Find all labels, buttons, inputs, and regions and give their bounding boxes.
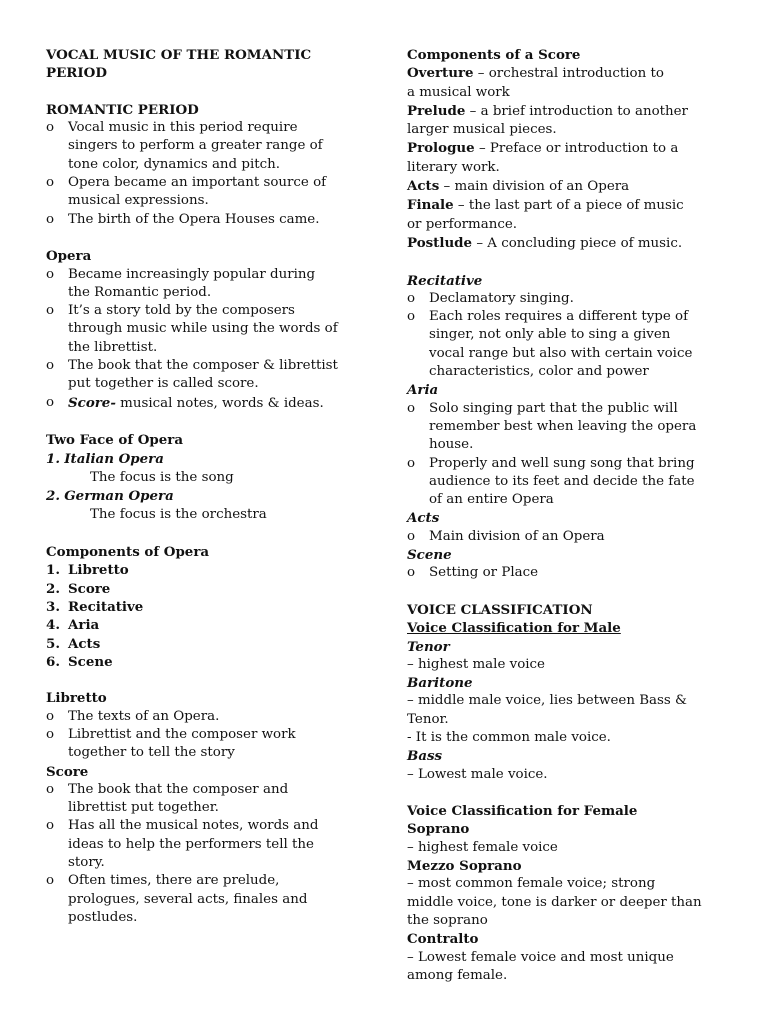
bullet-marker: o: [407, 565, 416, 581]
bullet-item: [407, 308, 737, 381]
bullet-item: [46, 872, 376, 927]
bullet-text-line: Main division of an Opera: [429, 528, 605, 544]
bullet-item: [46, 266, 376, 303]
romantic-period-list: [46, 119, 376, 229]
voice-description-line: – highest female voice: [407, 839, 558, 855]
bullet-text-line: The book that the composer and: [68, 781, 289, 797]
document-title-line-2: PERIOD: [46, 65, 107, 82]
term-label: Acts: [407, 178, 440, 195]
bullet-text-line: Opera became an important source of: [68, 175, 327, 191]
bullet-text-line: of an entire Opera: [429, 492, 554, 508]
voice-name: Soprano: [407, 821, 470, 838]
female-voice-heading: Voice Classification for Female: [407, 803, 638, 820]
voice-entry: [407, 638, 737, 675]
voice-classification-heading: VOICE CLASSIFICATION: [407, 601, 593, 618]
bullet-text-line: together to tell the story: [68, 745, 235, 761]
bullet-text-line: The texts of an Opera.: [68, 708, 220, 724]
component-number: 2.: [46, 580, 60, 597]
bullet-marker: o: [46, 175, 55, 191]
right-column: [407, 46, 737, 985]
score-term-prelude: [407, 102, 737, 140]
term-definition: – a brief introduction to another: [469, 103, 688, 119]
voice-entry: [407, 674, 737, 747]
bullet-text-line: vocal range but also with certain voice: [429, 345, 693, 361]
male-voice-list: [407, 638, 737, 784]
opera-heading: Opera: [46, 248, 92, 265]
bullet-text-line: librettist put together.: [68, 800, 219, 816]
bullet-text-line: house.: [429, 437, 474, 453]
document-title-line-1: VOCAL MUSIC OF THE ROMANTIC: [46, 47, 312, 63]
component-number: 3.: [46, 598, 60, 615]
two-face-heading: Two Face of Opera: [46, 432, 184, 449]
component-item: [46, 635, 376, 653]
voice-description-line: – highest male voice: [407, 656, 545, 672]
score-term-prologue: [407, 139, 737, 177]
component-label: Recitative: [68, 598, 144, 615]
bullet-item: [407, 564, 737, 582]
bullet-text-line: remember best when leaving the opera: [429, 418, 697, 434]
term-definition-cont: larger musical pieces.: [407, 122, 557, 138]
term-definition-cont: a musical work: [407, 84, 510, 100]
score-heading: Score: [46, 763, 89, 780]
bullet-item: [407, 528, 737, 546]
aria-heading: Aria: [407, 382, 439, 399]
term-definition: – Preface or introduction to a: [478, 141, 679, 157]
component-label: Scene: [68, 653, 113, 670]
term-definition-cont: or performance.: [407, 216, 518, 232]
bullet-marker: o: [46, 303, 55, 319]
acts-heading: Acts: [407, 510, 440, 527]
voice-description-line: the soprano: [407, 912, 488, 928]
components-of-opera-heading: Components of Opera: [46, 544, 210, 561]
bullet-item: [46, 302, 376, 357]
component-number: 5.: [46, 635, 60, 652]
score-term-acts: [407, 177, 737, 196]
bullet-text-line: Properly and well sung song that bring: [429, 455, 695, 471]
bullet-text-line: Became increasingly popular during: [68, 266, 316, 282]
term-label: Prelude: [407, 102, 466, 119]
aria-list: [407, 400, 737, 510]
voice-description-line: - It is the common male voice.: [407, 729, 611, 745]
bullet-text-line: audience to its feet and decide the fate: [429, 473, 695, 489]
voice-name: Contralto: [407, 931, 479, 948]
component-label: Score: [68, 580, 111, 597]
bullet-text-line: the librettist.: [68, 339, 158, 355]
bullet-text-line: It’s a story told by the composers: [68, 303, 295, 319]
bullet-marker: o: [407, 290, 416, 306]
bullet-marker: o: [407, 400, 416, 416]
voice-description-line: – middle male voice, lies between Bass &: [407, 693, 687, 709]
bullet-text-line: Has all the musical notes, words and: [68, 818, 319, 834]
male-voice-heading: Voice Classification for Male: [407, 620, 621, 637]
bullet-marker: o: [407, 528, 416, 544]
voice-entry: [407, 747, 737, 784]
bullet-item: [46, 781, 376, 818]
left-column: [46, 46, 376, 927]
scene-list: [407, 564, 737, 582]
component-label: Acts: [68, 635, 101, 652]
bullet-marker: o: [407, 455, 416, 471]
bullet-item: [46, 726, 376, 763]
score-term-finale: [407, 196, 737, 234]
bullet-item: [407, 290, 737, 308]
libretto-heading: Libretto: [46, 690, 107, 707]
bullet-marker: o: [46, 726, 55, 742]
bullet-text-line: the Romantic period.: [68, 284, 212, 300]
face-number: 2.: [46, 488, 60, 505]
scene-heading: Scene: [407, 547, 452, 564]
face-description: The focus is the song: [90, 469, 234, 485]
voice-entry: [407, 820, 737, 857]
term-label: Postlude: [407, 234, 473, 251]
score-term-list: [407, 64, 737, 253]
voice-name: Mezzo Soprano: [407, 858, 522, 875]
score-term: Score-: [68, 394, 116, 411]
term-definition: – the last part of a piece of music: [457, 198, 684, 214]
bullet-text-line: Often times, there are prelude,: [68, 873, 280, 889]
voice-entry: [407, 930, 737, 985]
bullet-text-line: musical expressions.: [68, 193, 209, 209]
bullet-text-line: prologues, several acts, finales and: [68, 891, 308, 907]
score-term-overture: [407, 64, 737, 102]
face-number: 1.: [46, 450, 60, 467]
face-name: Italian Opera: [64, 450, 164, 467]
bullet-text-line: singer, not only able to sing a given: [429, 327, 671, 343]
recitative-heading: Recitative: [407, 272, 483, 289]
two-face-item-italian: [46, 450, 376, 488]
term-definition: – A concluding piece of music.: [476, 235, 683, 251]
bullet-marker: o: [46, 266, 55, 282]
bullet-text-line: singers to perform a greater range of: [68, 138, 323, 154]
component-number: 6.: [46, 653, 60, 670]
bullet-text-line: The book that the composer & librettist: [68, 358, 338, 374]
component-item: [46, 653, 376, 671]
bullet-marker: o: [46, 708, 55, 724]
voice-description-line: – most common female voice; strong: [407, 876, 656, 892]
voice-name: Baritone: [407, 675, 473, 692]
component-item: [46, 598, 376, 616]
opera-list: [46, 266, 376, 394]
score-definition-item: [46, 394, 376, 413]
bullet-text-line: Declamatory singing.: [429, 290, 574, 306]
component-item: [46, 580, 376, 598]
bullet-item: [46, 708, 376, 726]
voice-name: Bass: [407, 748, 443, 765]
acts-list: [407, 528, 737, 546]
bullet-text-line: Setting or Place: [429, 565, 539, 581]
term-definition-cont: literary work.: [407, 159, 500, 175]
score-list: [46, 781, 376, 927]
bullet-item: [46, 119, 376, 174]
bullet-item: [46, 357, 376, 394]
libretto-list: [46, 708, 376, 763]
voice-name: Tenor: [407, 638, 450, 655]
bullet-text-line: put together is called score.: [68, 376, 259, 392]
score-definition: musical notes, words & ideas.: [115, 395, 324, 411]
bullet-text-line: Each roles requires a different type of: [429, 309, 689, 325]
bullet-marker: o: [46, 781, 55, 797]
components-of-opera-list: [46, 561, 376, 671]
female-voice-list: [407, 820, 737, 985]
bullet-text-line: ideas to help the performers tell the: [68, 836, 314, 852]
component-item: [46, 616, 376, 634]
bullet-item: [407, 400, 737, 455]
bullet-text-line: story.: [68, 855, 105, 871]
bullet-item: [46, 211, 376, 229]
term-definition: – main division of an Opera: [443, 179, 630, 195]
face-name: German Opera: [64, 488, 174, 505]
voice-description-line: middle voice, tone is darker or deeper than: [407, 894, 702, 910]
component-number: 4.: [46, 617, 60, 634]
component-number: 1.: [46, 562, 60, 579]
bullet-marker: o: [46, 818, 55, 834]
bullet-text-line: Librettist and the composer work: [68, 726, 296, 742]
component-item: [46, 561, 376, 579]
term-label: Prologue: [407, 140, 475, 157]
bullet-marker: o: [46, 120, 55, 136]
bullet-text-line: The birth of the Opera Houses came.: [68, 211, 320, 227]
romantic-period-heading: ROMANTIC PERIOD: [46, 101, 199, 118]
voice-description-line: Tenor.: [407, 711, 449, 727]
bullet-item: [46, 174, 376, 211]
score-term-postlude: [407, 234, 737, 253]
term-definition: – orchestral introduction to: [477, 66, 664, 82]
component-label: Libretto: [68, 562, 129, 579]
term-label: Finale: [407, 197, 454, 214]
bullet-text-line: through music while using the words of: [68, 321, 338, 337]
bullet-marker: o: [46, 394, 55, 410]
bullet-marker: o: [407, 309, 416, 325]
voice-description-line: among female.: [407, 967, 508, 983]
two-face-item-german: [46, 487, 376, 525]
bullet-marker: o: [46, 358, 55, 374]
bullet-text-line: tone color, dynamics and pitch.: [68, 156, 280, 172]
components-of-score-heading: Components of a Score: [407, 47, 581, 63]
bullet-text-line: Vocal music in this period require: [68, 120, 298, 136]
recitative-list: [407, 290, 737, 381]
bullet-item: [46, 817, 376, 872]
voice-description-line: – Lowest female voice and most unique: [407, 949, 674, 965]
bullet-text-line: characteristics, color and power: [429, 364, 649, 380]
bullet-text-line: postludes.: [68, 909, 138, 925]
bullet-marker: o: [46, 873, 55, 889]
bullet-marker: o: [46, 211, 55, 227]
bullet-text-line: Solo singing part that the public will: [429, 400, 678, 416]
term-label: Overture: [407, 65, 474, 82]
bullet-item: [407, 455, 737, 510]
voice-entry: [407, 857, 737, 930]
face-description: The focus is the orchestra: [90, 507, 267, 523]
component-label: Aria: [68, 617, 100, 634]
voice-description-line: – Lowest male voice.: [407, 766, 548, 782]
